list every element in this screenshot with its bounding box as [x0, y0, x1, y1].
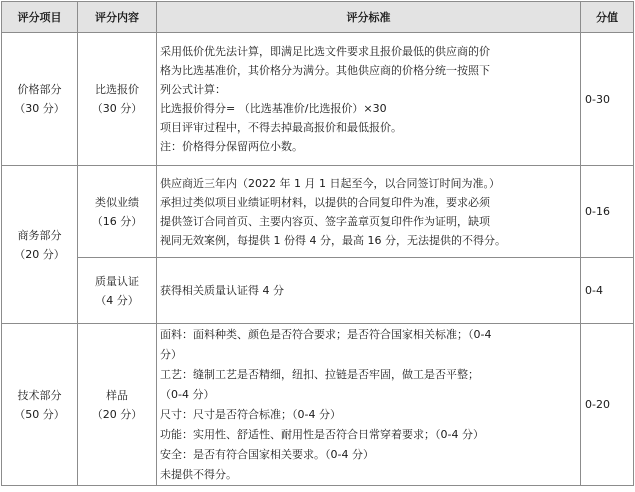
- item-cell: [2, 166, 78, 324]
- content-points: （30 分）: [91, 102, 143, 115]
- table-row: [2, 324, 634, 486]
- content-points: （4 分）: [95, 293, 139, 307]
- content-label: 质量认证: [95, 274, 139, 288]
- standard-line: 工艺：缝制工艺是否精细，纽扣、拉链是否牢固，做工是否平整；: [160, 367, 479, 381]
- table-row: [2, 33, 634, 166]
- score-cell: 0-20: [581, 324, 634, 486]
- standard-cell: [157, 166, 581, 258]
- header-standard: 评分标准: [157, 2, 581, 33]
- standard-line: 功能：实用性、舒适性、耐用性是否符合日常穿着要求；（0-4 分）: [160, 427, 484, 441]
- header-score: 分值: [581, 2, 634, 33]
- table-row: [2, 166, 634, 258]
- item-points: （20 分）: [14, 247, 65, 261]
- standard-line: （0-4 分）: [160, 387, 215, 401]
- header-row: [2, 2, 634, 33]
- table-row: [2, 258, 634, 324]
- item-label: 商务部分: [17, 228, 62, 242]
- item-cell: [2, 33, 78, 166]
- standard-line: 供应商近三年内（2022 年 1 月 1 日起至今，以合同签订时间为准。）: [160, 176, 500, 190]
- item-cell: [2, 324, 78, 486]
- standard-line: 列公式计算：: [160, 83, 226, 96]
- score-cell: 0-4: [581, 258, 634, 324]
- standard-line: 格为比选基准价，其价格分为满分。其他供应商的价格分统一按照下: [160, 64, 490, 77]
- header-item: 评分项目: [2, 2, 78, 33]
- standard-cell: [157, 258, 581, 324]
- standard-line: 尺寸：尺寸是否符合标准；（0-4 分）: [160, 407, 341, 421]
- standard-line: 面料：面料种类、颜色是否符合要求；是否符合国家相关标准；（0-4: [160, 327, 492, 341]
- content-cell: [78, 258, 157, 324]
- content-label: 比选报价: [95, 83, 139, 96]
- content-cell: [78, 33, 157, 166]
- content-points: （16 分）: [91, 214, 143, 228]
- item-label: 价格部分: [17, 83, 62, 96]
- content-label: 类似业绩: [95, 195, 139, 209]
- content-label: 样品: [106, 388, 128, 402]
- standard-line: 项目评审过程中，不得去掉最高报价和最低报价。: [160, 121, 402, 134]
- content-cell: [78, 324, 157, 486]
- item-points: （30 分）: [14, 102, 65, 115]
- score-cell: 0-30: [581, 33, 634, 166]
- standard-line: 分）: [160, 347, 182, 361]
- item-label: 技术部分: [17, 388, 62, 402]
- standard-cell: [157, 33, 581, 166]
- standard-line: 比选报价得分= （比选基准价/比选报价）×30: [160, 102, 387, 115]
- standard-line: 采用低价优先法计算，即满足比选文件要求且报价最低的供应商的价: [160, 45, 490, 58]
- standard-line: 安全：是否有符合国家相关要求。（0-4 分）: [160, 447, 374, 461]
- score-cell: 0-16: [581, 166, 634, 258]
- header-content: 评分内容: [78, 2, 157, 33]
- scoring-table: [1, 1, 634, 486]
- standard-line: 未提供不得分。: [160, 467, 237, 481]
- standard-line: 视同无效案例，每提供 1 份得 4 分，最高 16 分，无法提供的不得分。: [160, 233, 506, 247]
- standard-cell: [157, 324, 581, 486]
- standard-line: 承担过类似项目业绩证明材料，以提供的合同复印件为准，要求必须: [160, 195, 490, 209]
- content-points: （20 分）: [91, 407, 143, 421]
- standard-line: 获得相关质量认证得 4 分: [160, 284, 284, 297]
- standard-line: 提供签订合同首页、主要内容页、签字盖章页复印件作为证明，缺项: [160, 214, 490, 228]
- standard-line: 注：价格得分保留两位小数。: [160, 140, 303, 153]
- content-cell: [78, 166, 157, 258]
- item-points: （50 分）: [14, 407, 65, 421]
